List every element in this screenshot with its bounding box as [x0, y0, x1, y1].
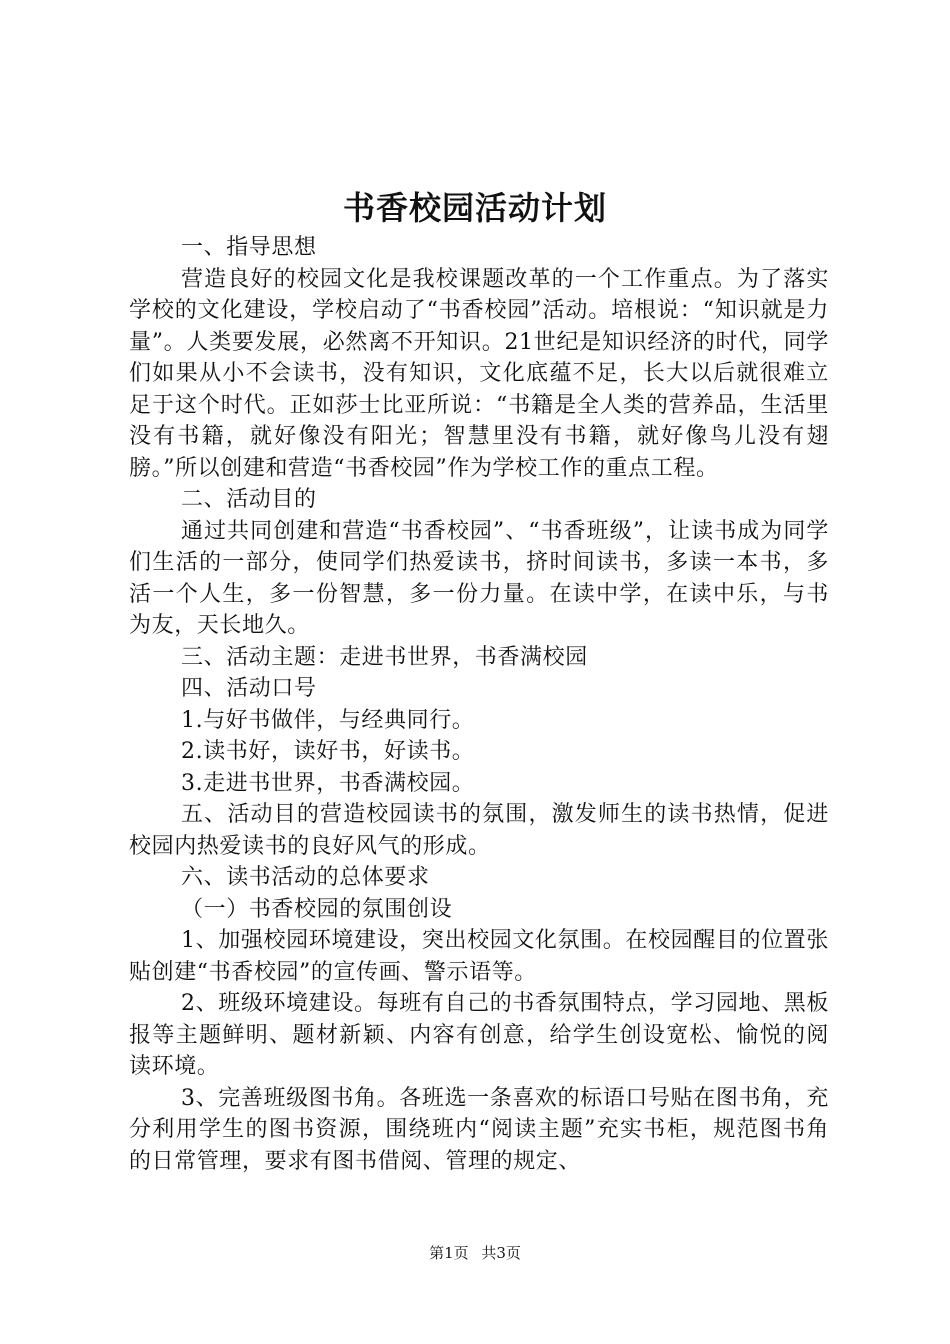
section-heading-purpose: 二、活动目的	[181, 487, 317, 512]
section-heading-theme: 三、活动主题：走进书世界，书香满校园	[181, 644, 588, 670]
slogan-item-3: 3.走进书世界，书香满校园。	[181, 770, 475, 796]
document-title: 书香校园活动计划	[342, 189, 607, 227]
slogan-item-2: 2.读书好，读好书，好读书。	[181, 739, 475, 764]
subsection-heading-atmosphere: （一）书香校园的氛围创设	[181, 896, 453, 922]
page-total: 共3页	[481, 1244, 521, 1262]
paragraph-purpose: 通过共同创建和营造“书香校园”、“书香班级”，让读书成为同学们生活的一部分，使同学们热爱读书，挤时间读书，多读一本书，多活一个人生，多一份智慧，多一份力量。在读中学，在读中乐，与书为友，天长地久。	[129, 518, 829, 638]
requirement-item-3: 3、完善班级图书角。各班选一条喜欢的标语口号贴在图书角，充分利用学生的图书资源，围绕班内“阅读主题”充实书柜，规范图书角的日常管理，要求有图书借阅、管理的规定、	[129, 1085, 829, 1174]
requirement-item-2: 2、班级环境建设。每班有自己的书香氛围特点，学习园地、黑板报等主题鲜明、题材新颖、内容有创意，给学生创设宽松、愉悦的阅读环境。	[129, 991, 829, 1079]
slogan-item-1: 1.与好书做伴，与经典同行。	[181, 707, 475, 733]
document-body	[129, 232, 829, 1177]
section-heading-guiding-thought: 一、指导思想	[181, 235, 317, 260]
requirement-item-1: 1、加强校园环境建设，突出校园文化氛围。在校园醒目的位置张贴创建“书香校园”的宣传画、警示语等。	[129, 928, 829, 985]
paragraph-guiding-thought: 营造良好的校园文化是我校课题改革的一个工作重点。为了落实学校的文化建设，学校启动了“书香校园”活动。培根说：“知识就是力量”。人类要发展，必然离不开知识。21世纪是知识经济的时代，同学们如果从小不会读书，没有知识，文化底蕴不足，长大以后就很难立足于这个时代。正如莎士比亚所说：“书籍是全人类的营养品，生活里没有书籍，就好像没有阳光；智慧里没有书籍，就好像鸟儿没有翅膀。”所以创建和营造“书香校园”作为学校工作的重点工程。	[129, 266, 829, 481]
page-number: 第1页	[429, 1244, 469, 1262]
page-footer	[0, 1243, 950, 1263]
section-heading-slogans: 四、活动口号	[181, 676, 317, 701]
paragraph-activity-goal: 五、活动目的营造校园读书的氛围，激发师生的读书热情，促进校园内热爱读书的良好风气的形成。	[129, 802, 829, 859]
section-heading-requirements: 六、读书活动的总体要求	[181, 865, 430, 890]
